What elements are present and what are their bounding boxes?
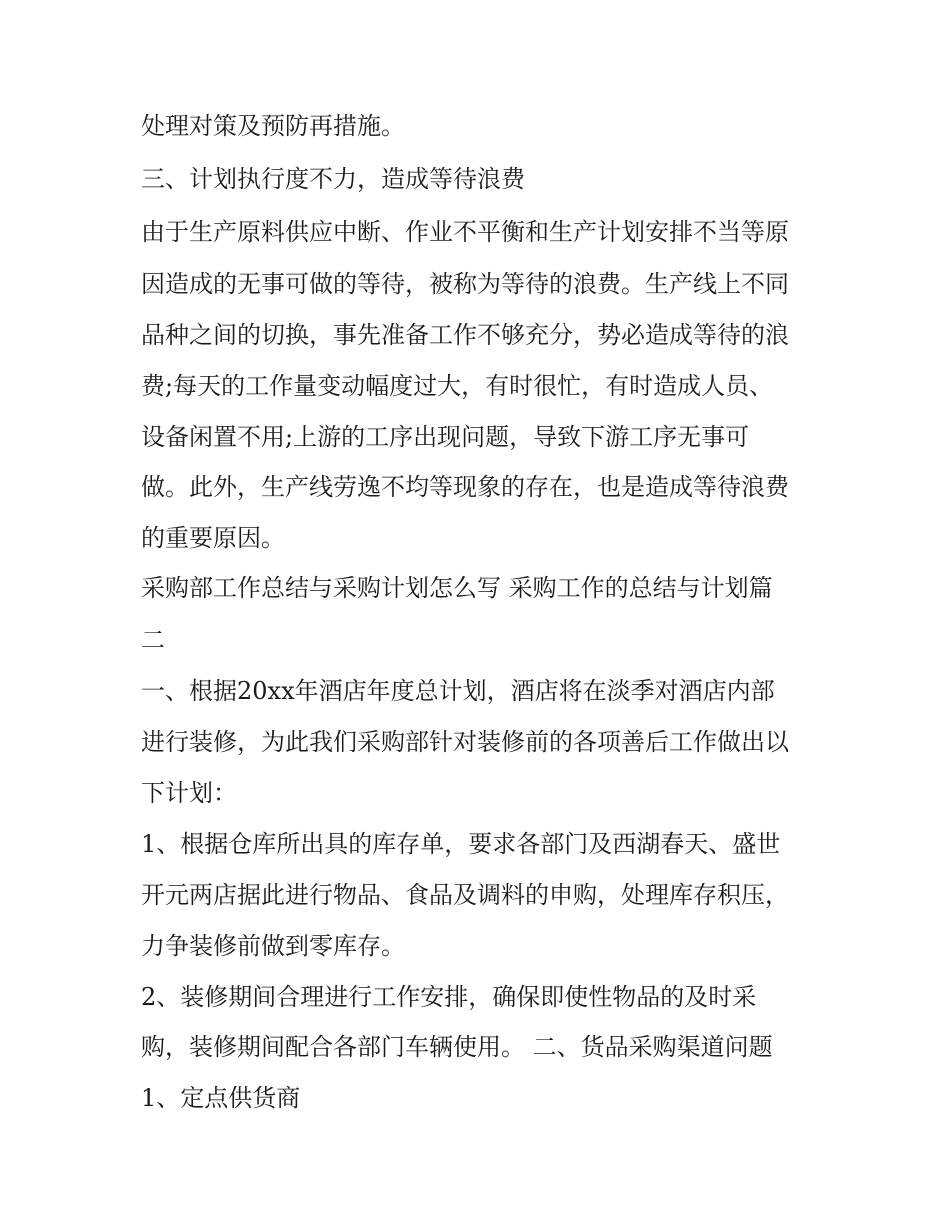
text-line: 开元两店据此进行物品、食品及调料的申购，处理库存积压， bbox=[141, 881, 789, 909]
text-line: 进行装修，为此我们采购部针对装修前的各项善后工作做出以 bbox=[141, 728, 789, 756]
text-line: 做。此外，生产线劳逸不均等现象的存在，也是造成等待浪费 bbox=[141, 473, 789, 501]
text-line: 2、装修期间合理进行工作安排，确保即使性物品的及时采 bbox=[141, 983, 757, 1011]
text-line: 由于生产原料供应中断、作业不平衡和生产计划安排不当等原 bbox=[141, 218, 789, 246]
text-line: 费;每天的工作量变动幅度过大，有时很忙，有时造成人员、 bbox=[141, 372, 774, 400]
text-line: 1、根据仓库所出具的库存单，要求各部门及西湖春天、盛世 bbox=[141, 830, 781, 858]
section-heading: 三、计划执行度不力，造成等待浪费 bbox=[141, 165, 525, 193]
text-line: 力争装修前做到零库存。 bbox=[141, 932, 405, 960]
text-line: 处理对策及预防再措施。 bbox=[141, 112, 405, 140]
text-line: 品种之间的切换，事先准备工作不够充分，势必造成等待的浪 bbox=[141, 321, 789, 349]
text-line: 下计划： bbox=[141, 779, 237, 807]
text-line: 1、定点供货商 bbox=[141, 1084, 301, 1112]
text-line: 因造成的无事可做的等待，被称为等待的浪费。生产线上不同 bbox=[141, 270, 789, 298]
text-line: 购，装修期间配合各部门车辆使用。 二、货品采购渠道问题 bbox=[141, 1033, 773, 1061]
article-title: 采购部工作总结与采购计划怎么写 采购工作的总结与计划篇 bbox=[141, 574, 773, 602]
text-line: 设备闲置不用;上游的工序出现问题，导致下游工序无事可 bbox=[141, 423, 750, 451]
article-title: 二 bbox=[141, 626, 165, 654]
text-line: 一、根据20xx年酒店年度总计划，酒店将在淡季对酒店内部 bbox=[141, 677, 775, 705]
text-line: 的重要原因。 bbox=[141, 524, 285, 552]
